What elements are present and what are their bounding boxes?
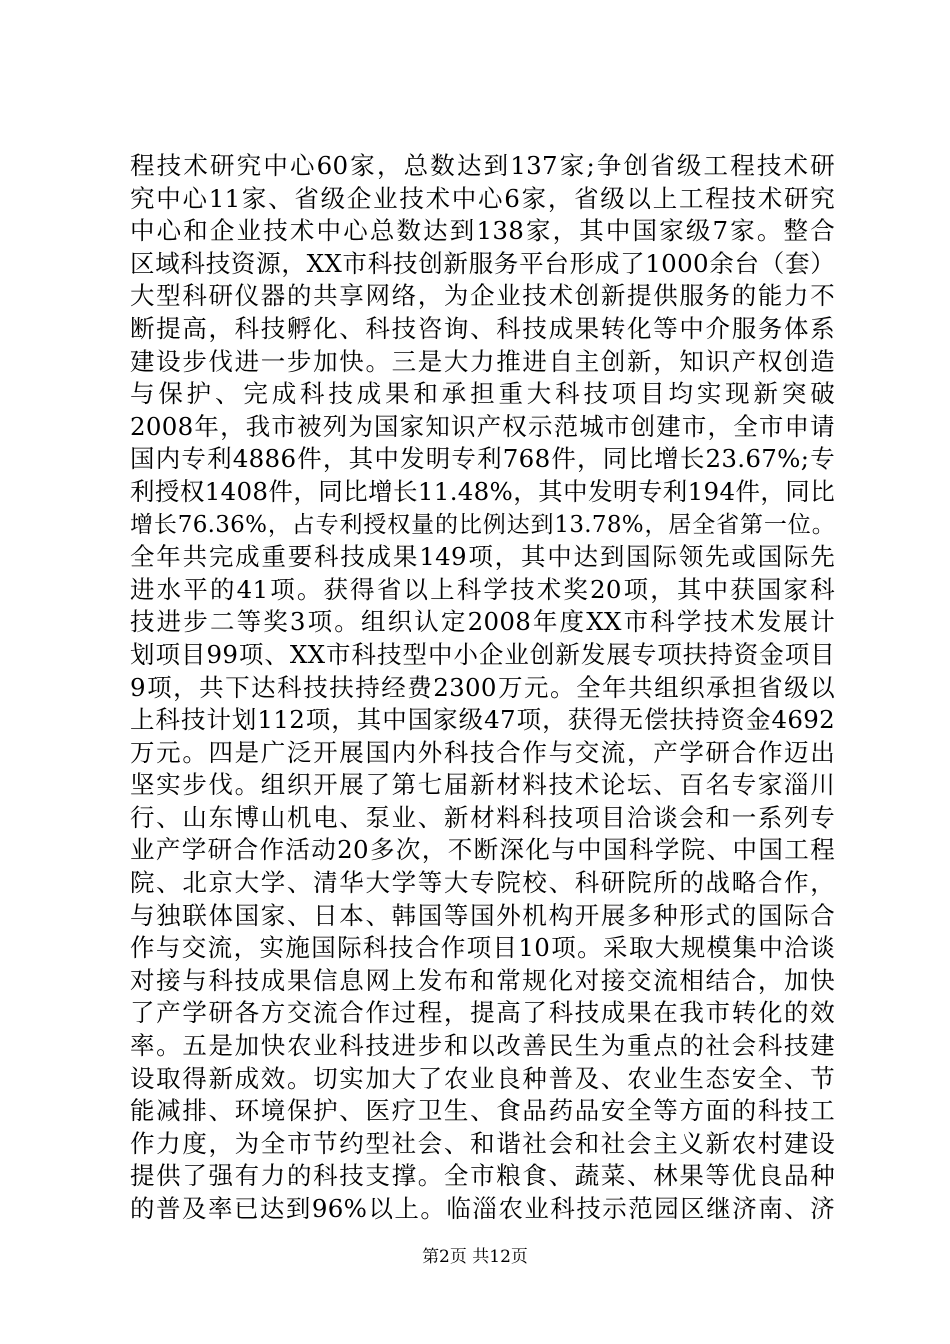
text-line: 9项，共下达科技扶持经费2300万元。全年共组织承担省级以 xyxy=(130,672,835,702)
text-line: 究中心11家、省级企业技术中心6家，省级以上工程技术研究 xyxy=(130,183,835,213)
text-line: 作力度，为全市节约型社会、和谐社会和社会主义新农村建设 xyxy=(130,1128,835,1158)
text-line: 区域科技资源，XX市科技创新服务平台形成了1000余台（套） xyxy=(130,248,835,278)
text-line: 设取得新成效。切实加大了农业良种普及、农业生态安全、节 xyxy=(130,1063,835,1093)
text-line: 业产学研合作活动20多次，不断深化与中国科学院、中国工程 xyxy=(130,835,835,865)
text-line: 国内专利4886件，其中发明专利768件，同比增长23.67%;专 xyxy=(130,444,835,474)
text-line: 与保护、完成科技成果和承担重大科技项目均实现新突破 xyxy=(130,379,835,409)
text-line: 作与交流，实施国际科技合作项目10项。采取大规模集中洽谈 xyxy=(130,933,835,963)
text-line: 坚实步伐。组织开展了第七届新材料技术论坛、百名专家淄川 xyxy=(130,770,835,800)
text-line: 对接与科技成果信息网上发布和常规化对接交流相结合，加快 xyxy=(130,965,835,995)
text-line: 2008年，我市被列为国家知识产权示范城市创建市，全市申请 xyxy=(130,411,835,441)
text-line: 上科技计划112项，其中国家级47项，获得无偿扶持资金4692 xyxy=(130,705,835,735)
text-line: 程技术研究中心60家，总数达到137家;争创省级工程技术研 xyxy=(130,151,835,180)
text-line: 进水平的41项。获得省以上科学技术奖20项，其中获国家科 xyxy=(130,574,835,604)
text-line: 率。五是加快农业科技进步和以改善民生为重点的社会科技建 xyxy=(130,1031,835,1061)
text-line: 提供了强有力的科技支撑。全市粮食、蔬菜、林果等优良品种 xyxy=(130,1161,835,1191)
text-line: 能减排、环境保护、医疗卫生、食品药品安全等方面的科技工 xyxy=(130,1096,835,1126)
text-line: 中心和企业技术中心总数达到138家，其中国家级7家。整合 xyxy=(130,216,835,246)
text-line: 万元。四是广泛开展国内外科技合作与交流，产学研合作迈出 xyxy=(130,737,835,767)
text-line: 院、北京大学、清华大学等大专院校、科研院所的战略合作， xyxy=(130,868,835,898)
text-line: 大型科研仪器的共享网络，为企业技术创新提供服务的能力不 xyxy=(130,281,835,311)
text-line: 行、山东博山机电、泵业、新材料科技项目洽谈会和一系列专 xyxy=(130,802,835,832)
body-text xyxy=(130,150,835,1226)
text-line: 与独联体国家、日本、韩国等国外机构开展多种形式的国际合 xyxy=(130,900,835,930)
text-line: 建设步伐进一步加快。三是大力推进自主创新，知识产权创造 xyxy=(130,346,835,376)
page-footer: 第2页 共12页 xyxy=(422,1247,528,1267)
text-line: 了产学研各方交流合作过程，提高了科技成果在我市转化的效 xyxy=(130,998,835,1028)
text-line: 划项目99项、XX市科技型中小企业创新发展专项扶持资金项目 xyxy=(130,639,835,669)
text-line: 全年共完成重要科技成果149项，其中达到国际领先或国际先 xyxy=(130,542,835,572)
text-line: 利授权1408件，同比增长11.48%，其中发明专利194件，同比 xyxy=(130,476,835,506)
text-line: 增长76.36%，占专利授权量的比例达到13.78%，居全省第一位。 xyxy=(130,511,835,538)
text-line: 的普及率已达到96%以上。临淄农业科技示范园区继济南、济 xyxy=(130,1194,835,1223)
text-line: 技进步二等奖3项。组织认定2008年度XX市科学技术发展计 xyxy=(130,607,835,637)
text-line: 断提高，科技孵化、科技咨询、科技成果转化等中介服务体系 xyxy=(130,313,835,343)
